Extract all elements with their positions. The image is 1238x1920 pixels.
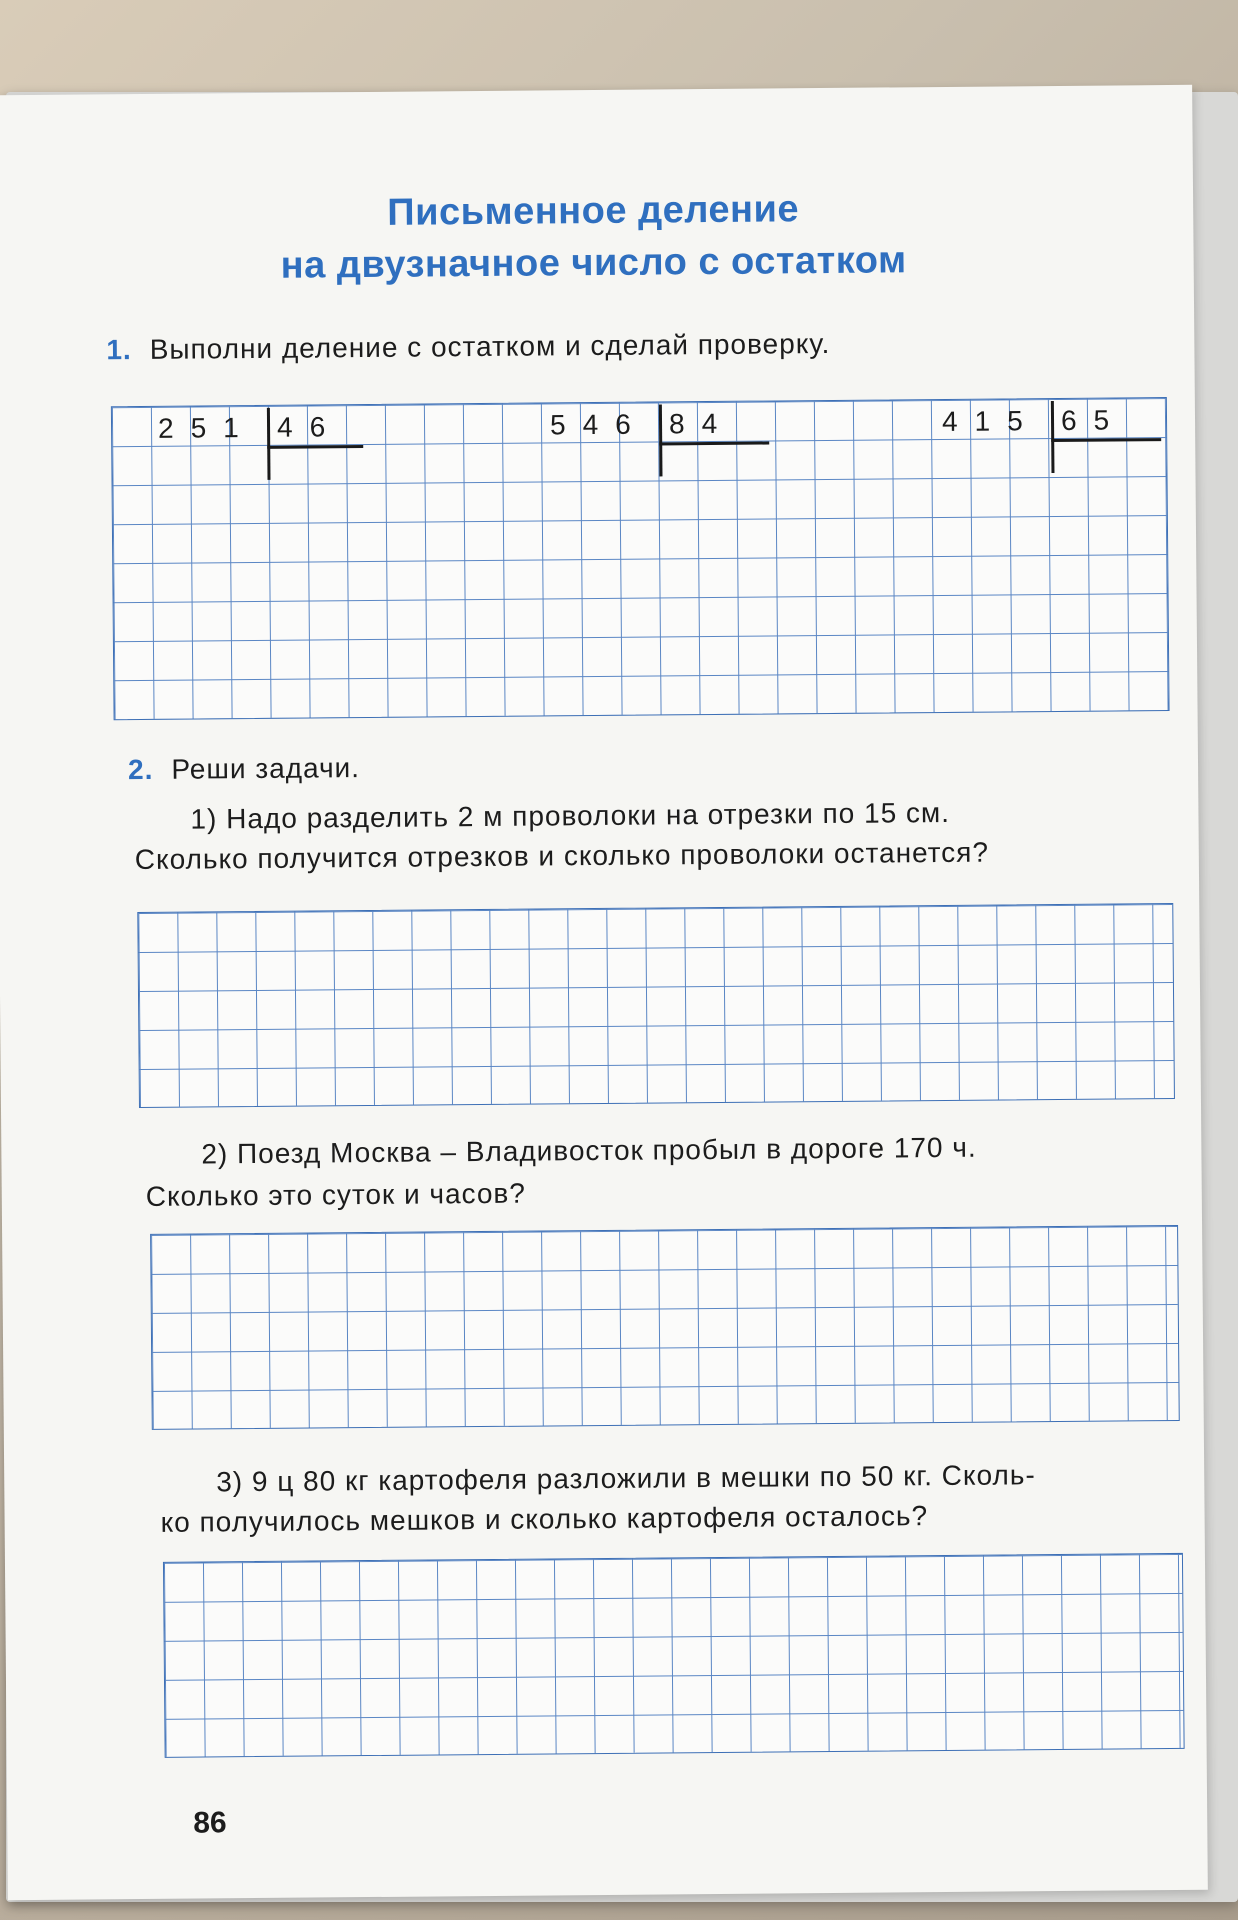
problem-1-grid[interactable]: [137, 903, 1175, 1108]
problem-1-line-1: 1) Надо разделить 2 м проволоки на отрезки по 15 см.: [190, 796, 951, 835]
title-line-2: на двузначное число с остатком: [280, 239, 907, 287]
task-1-heading: [106, 328, 830, 366]
example-1-divider-horizontal: [267, 445, 363, 449]
problem-3-grid[interactable]: [163, 1553, 1185, 1758]
example-1-divisor: 46: [276, 411, 343, 443]
workbook-page: [0, 85, 1208, 1900]
example-2-divisor: 84: [668, 407, 735, 440]
task-2-heading: [128, 752, 360, 786]
example-3-dividend: 415: [941, 405, 1040, 437]
problem-3-line-2: ко получилось мешков и сколько картофеля осталось?: [160, 1500, 929, 1538]
example-3-divisor: 65: [1060, 404, 1127, 436]
example-1-dividend: 251: [157, 411, 256, 444]
example-2-divider-vertical: [659, 404, 663, 476]
title-line-1: Письменное деление: [387, 188, 800, 234]
task-1-text: Выполни деление с остатком и сделай проверку.: [149, 327, 831, 365]
task-2-number: 2.: [127, 753, 154, 786]
problem-3-line-1: 3) 9 ц 80 кг картофеля разложили в мешки по 50 кг. Сколь-: [216, 1459, 1036, 1498]
example-2-dividend: 546: [549, 408, 648, 441]
example-3-divider-vertical: [1051, 401, 1055, 473]
problem-2-grid[interactable]: [150, 1225, 1180, 1430]
task-1-number: 1.: [106, 334, 132, 366]
example-1-divider-vertical: [267, 408, 271, 480]
page-number: 86: [193, 1806, 227, 1840]
problem-1-line-2: Сколько получится отрезков и сколько проволоки останется?: [134, 836, 990, 876]
task-1-grid[interactable]: [111, 397, 1170, 720]
example-3-divider-horizontal: [1051, 438, 1161, 442]
problem-2-line-2: Сколько это суток и часов?: [145, 1177, 527, 1212]
example-2-divider-horizontal: [659, 442, 769, 446]
task-2-text: Реши задачи.: [171, 752, 361, 785]
page-title: [0, 180, 1194, 294]
problem-2-line-1: 2) Поезд Москва – Владивосток пробыл в дороге 170 ч.: [201, 1131, 977, 1170]
